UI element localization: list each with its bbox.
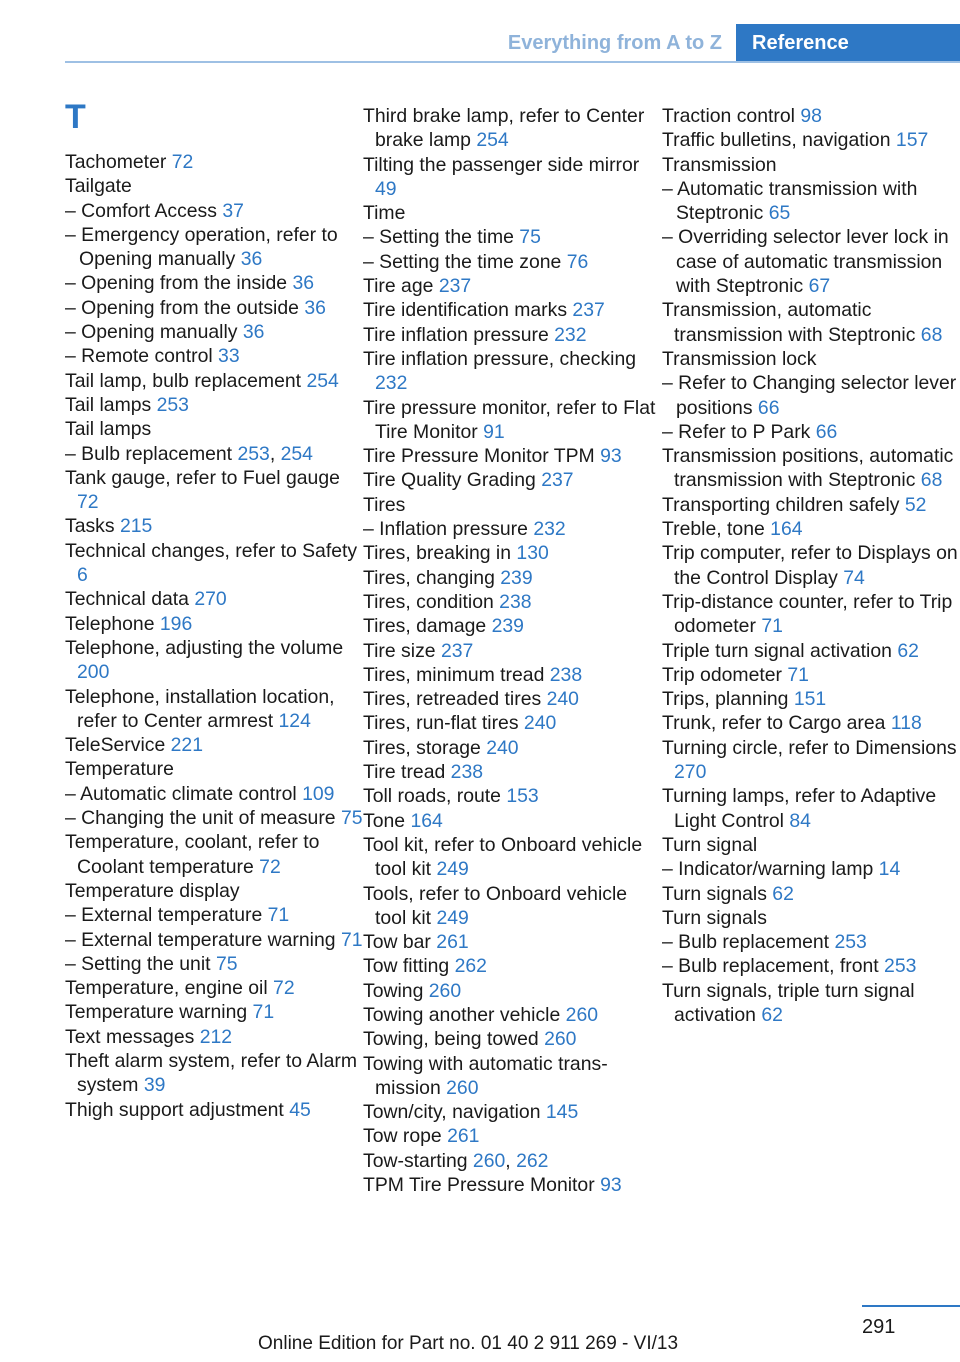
page-link[interactable]: 253 bbox=[156, 393, 189, 416]
entry-label: Tachometer bbox=[65, 151, 167, 173]
page-link[interactable]: 14 bbox=[878, 858, 901, 881]
page-link[interactable]: 75 bbox=[519, 226, 541, 249]
entry-label: Tail lamps bbox=[65, 418, 152, 441]
page-link[interactable]: 62 bbox=[772, 882, 794, 905]
entry-label: Trip odometer bbox=[662, 663, 782, 686]
index-entry bbox=[363, 687, 663, 711]
entry-label: Tires, changing bbox=[363, 566, 495, 589]
index-entry bbox=[363, 784, 663, 808]
index-entry bbox=[65, 636, 365, 685]
index-subentry bbox=[65, 903, 365, 927]
entry-label: Telephone bbox=[65, 612, 155, 635]
index-subentry bbox=[662, 225, 960, 298]
index-entry bbox=[65, 1098, 365, 1122]
page-link[interactable]: 52 bbox=[904, 493, 927, 516]
page-link[interactable]: 260 bbox=[565, 1003, 599, 1026]
index-entry bbox=[363, 541, 663, 565]
index-entry bbox=[65, 466, 365, 515]
page-link[interactable]: 49 bbox=[375, 177, 397, 200]
page-link[interactable]: 261 bbox=[436, 931, 469, 954]
page-link[interactable]: 66 bbox=[815, 420, 838, 443]
index-subentry bbox=[363, 225, 663, 249]
page-link[interactable]: 270 bbox=[194, 588, 227, 611]
page-link[interactable]: 62 bbox=[897, 639, 919, 662]
page-link[interactable]: 71 bbox=[787, 663, 809, 686]
page-link[interactable]: 72 bbox=[77, 491, 99, 514]
entry-label: – Setting the time zone bbox=[363, 250, 562, 273]
entry-label: Telephone, adjusting the volume bbox=[65, 636, 344, 659]
entry-label: – Bulb replacement bbox=[65, 442, 233, 465]
footer-divider bbox=[862, 1305, 960, 1307]
page-link[interactable]: 153 bbox=[506, 785, 539, 808]
entry-label: Tilting the passenger side mirror bbox=[363, 153, 640, 176]
page-link[interactable]: 72 bbox=[171, 151, 194, 173]
page-link[interactable]: 72 bbox=[273, 977, 295, 1000]
index-entry bbox=[662, 153, 960, 177]
index-entry bbox=[662, 444, 960, 493]
page-number: 291 bbox=[862, 1316, 896, 1338]
entry-label: Traction control bbox=[662, 105, 795, 127]
page-link[interactable]: 237 bbox=[541, 469, 574, 492]
index-subentry bbox=[363, 250, 663, 274]
entry-label: Toll roads, route bbox=[363, 785, 501, 808]
index-entry bbox=[65, 539, 365, 588]
entry-label: Transmission bbox=[662, 153, 777, 176]
index-entry bbox=[65, 514, 365, 538]
entry-label: Turning lamps, refer to Adaptive Light Control bbox=[662, 785, 937, 832]
entry-label: Tire tread bbox=[363, 761, 446, 784]
page-link[interactable]: 261 bbox=[447, 1125, 480, 1148]
page-link[interactable]: 36 bbox=[242, 321, 265, 344]
entry-label: Tire age bbox=[363, 275, 434, 298]
index-subentry bbox=[65, 199, 365, 223]
index-entry bbox=[662, 128, 960, 152]
page-link[interactable]: 164 bbox=[410, 809, 443, 832]
page-link[interactable]: 270 bbox=[674, 761, 707, 784]
entry-label: Trunk, refer to Cargo area bbox=[662, 712, 886, 735]
index-entry bbox=[363, 1003, 663, 1027]
entry-label: – Refer to Changing selector lever positions bbox=[662, 372, 957, 419]
entry-label: – Opening manually bbox=[65, 321, 238, 344]
page-link[interactable]: 260 bbox=[544, 1028, 577, 1051]
entry-label: – Automatic climate control bbox=[65, 782, 297, 805]
index-entry bbox=[363, 833, 663, 882]
page-link[interactable]: 240 bbox=[546, 688, 579, 711]
entry-label: – Indicator/warning lamp bbox=[662, 858, 874, 881]
entry-label: Theft alarm system, refer to Alarm system bbox=[65, 1049, 358, 1097]
index-entry bbox=[662, 736, 960, 785]
index-entry bbox=[65, 1000, 365, 1024]
index-entry bbox=[363, 979, 663, 1003]
page-link[interactable]: 253 bbox=[884, 955, 917, 978]
index-subentry bbox=[65, 782, 365, 806]
index-entry bbox=[363, 444, 663, 468]
entry-label: Telephone, installation location, refer to Center armrest bbox=[65, 685, 335, 732]
entry-label: – Bulb replacement bbox=[662, 931, 830, 954]
entry-label: – Setting the time bbox=[363, 226, 514, 249]
page-link[interactable]: 65 bbox=[768, 202, 791, 225]
page-link[interactable]: 145 bbox=[545, 1101, 579, 1124]
index-entry bbox=[363, 201, 663, 225]
page-link[interactable]: 36 bbox=[240, 248, 263, 271]
index-subentry bbox=[662, 954, 960, 978]
page-link[interactable]: 262 bbox=[454, 955, 487, 978]
entry-label: – Overriding selector lever lock in case of automatic transmission with Steptronic bbox=[662, 226, 949, 298]
entry-label: Tire Quality Grading bbox=[363, 469, 536, 492]
page-link[interactable]: 232 bbox=[533, 518, 566, 541]
entry-label: Thigh support adjustment bbox=[65, 1098, 284, 1121]
index-entry bbox=[363, 104, 663, 153]
entry-label: Third brake lamp, refer to Center brake lamp bbox=[363, 105, 645, 152]
index-entry bbox=[662, 590, 960, 639]
index-entry bbox=[65, 685, 365, 734]
entry-label: Tone bbox=[363, 809, 406, 832]
entry-label: Turn signal bbox=[662, 833, 758, 856]
entry-label: – External temperature bbox=[65, 904, 263, 927]
entry-label: Temperature display bbox=[65, 879, 240, 902]
page-link[interactable]: 253 bbox=[834, 931, 867, 954]
page-link[interactable]: 212 bbox=[199, 1025, 233, 1048]
page-link[interactable]: 72 bbox=[259, 855, 281, 878]
entry-label: Tire inflation pressure bbox=[363, 323, 549, 346]
index-entry bbox=[363, 614, 663, 638]
page-link[interactable]: 45 bbox=[289, 1098, 311, 1121]
page-link[interactable]: 151 bbox=[793, 688, 827, 711]
entry-label: Tires, storage bbox=[363, 736, 481, 759]
index-entry bbox=[65, 879, 365, 903]
index-entry bbox=[662, 711, 960, 735]
index-entry: Tow-starting 260, 262 bbox=[363, 1149, 549, 1172]
page-link[interactable]: 240 bbox=[523, 712, 557, 735]
page-link[interactable]: 157 bbox=[895, 129, 929, 152]
index-entry bbox=[662, 517, 960, 541]
index-entry bbox=[363, 493, 663, 517]
index-letter-heading: T bbox=[65, 98, 86, 136]
index-entry bbox=[363, 930, 663, 954]
entry-label: Tailgate bbox=[65, 175, 132, 198]
page-link[interactable]: 75 bbox=[215, 952, 238, 975]
entry-label: Time bbox=[363, 202, 406, 225]
index-entry bbox=[65, 733, 365, 757]
index-entry bbox=[662, 663, 960, 687]
page-link[interactable]: 238 bbox=[450, 761, 484, 784]
index-subentry bbox=[363, 517, 663, 541]
index-entry bbox=[65, 830, 365, 879]
index-entry bbox=[65, 174, 365, 198]
entry-label: – Inflation pressure bbox=[363, 518, 528, 541]
index-entry bbox=[363, 760, 663, 784]
entry-label: Tires, run-flat tires bbox=[363, 712, 519, 735]
entry-label: Tire identification marks bbox=[363, 299, 568, 322]
entry-label: Triple turn signal activation bbox=[662, 639, 892, 662]
page-link[interactable]: 260 bbox=[428, 979, 462, 1002]
entry-label: Towing with automatic transmission bbox=[363, 1052, 608, 1099]
index-column-2 bbox=[363, 104, 663, 1197]
page-link[interactable]: 68 bbox=[920, 469, 943, 492]
entry-label: Temperature bbox=[65, 758, 174, 781]
page-link[interactable]: 260 bbox=[446, 1076, 479, 1099]
entry-label: Treble, tone bbox=[662, 518, 765, 541]
index-entry bbox=[65, 587, 365, 611]
entry-label: Tires bbox=[363, 493, 406, 516]
page-link[interactable]: 215 bbox=[119, 515, 153, 538]
entry-label: Tire size bbox=[363, 639, 436, 662]
entry-label: Tow fitting bbox=[363, 955, 450, 978]
entry-label: Turning circle, refer to Dimensions bbox=[662, 736, 957, 759]
entry-label: Trips, planning bbox=[662, 688, 789, 711]
page-link[interactable]: 36 bbox=[292, 272, 315, 295]
entry-label: – Opening from the inside bbox=[65, 272, 288, 295]
index-entry bbox=[662, 639, 960, 663]
index-subentry bbox=[662, 177, 960, 226]
page-link[interactable]: 67 bbox=[808, 275, 831, 298]
page-link[interactable]: 253 bbox=[237, 442, 270, 465]
index-entry bbox=[662, 882, 960, 906]
page-link[interactable]: 237 bbox=[438, 275, 472, 298]
page-link[interactable]: 98 bbox=[800, 105, 822, 127]
entry-label: Tasks bbox=[65, 515, 115, 538]
index-entry bbox=[363, 347, 663, 396]
index-subentry bbox=[662, 930, 960, 954]
page-header bbox=[0, 24, 960, 62]
entry-label: TPM Tire Pressure Monitor bbox=[363, 1174, 595, 1197]
index-entry bbox=[363, 882, 663, 931]
page-link[interactable]: 71 bbox=[252, 1001, 275, 1024]
page-link[interactable]: 239 bbox=[491, 615, 524, 638]
index-subentry bbox=[662, 420, 960, 444]
entry-label: Tail lamps bbox=[65, 393, 152, 416]
index-entry bbox=[363, 396, 663, 445]
index-subentry bbox=[65, 952, 365, 976]
entry-label: Tank gauge, refer to Fuel gauge bbox=[65, 466, 340, 489]
page-link[interactable]: 71 bbox=[267, 904, 290, 927]
header-divider bbox=[65, 61, 960, 63]
page-link[interactable]: 260 bbox=[472, 1149, 506, 1172]
index-entry bbox=[65, 417, 365, 441]
index-entry bbox=[662, 104, 960, 128]
index-entry bbox=[363, 1100, 663, 1124]
index-subentry bbox=[65, 806, 365, 830]
entry-label: Tires, condition bbox=[363, 590, 494, 613]
entry-label: Tires, retreaded tires bbox=[363, 688, 542, 711]
index-entry bbox=[363, 663, 663, 687]
entry-label: Tire inflation pressure, checking bbox=[363, 347, 637, 370]
index-entry bbox=[65, 393, 365, 417]
entry-label: – Emergency operation, refer to Opening manually bbox=[65, 223, 338, 271]
entry-label: – Remote control bbox=[65, 345, 213, 368]
entry-label: Tow rope bbox=[363, 1125, 442, 1148]
index-entry bbox=[363, 1052, 663, 1101]
page-link[interactable]: 84 bbox=[789, 809, 811, 832]
entry-label: – Comfort Access bbox=[65, 199, 217, 222]
index-entry bbox=[363, 590, 663, 614]
index-subentry bbox=[65, 344, 365, 368]
index-entry bbox=[65, 612, 365, 636]
page-link[interactable]: 200 bbox=[77, 661, 110, 684]
entry-label: Turn signals bbox=[662, 882, 767, 905]
entry-label: Tires, breaking in bbox=[363, 542, 512, 565]
entry-label: Tire pressure monitor, refer to Flat Tire Monitor bbox=[363, 396, 656, 443]
index-entry bbox=[65, 757, 365, 781]
index-entry bbox=[363, 274, 663, 298]
index-subentry bbox=[662, 857, 960, 881]
index-entry bbox=[363, 954, 663, 978]
index-entry bbox=[662, 906, 960, 930]
index-entry bbox=[662, 298, 960, 347]
index-entry bbox=[662, 833, 960, 857]
entry-label: – Refer to P Park bbox=[662, 420, 811, 443]
entry-label: Transmission lock bbox=[662, 347, 817, 370]
index-subentry bbox=[65, 296, 365, 320]
index-entry bbox=[662, 347, 960, 371]
entry-label: Temperature, engine oil bbox=[65, 977, 268, 1000]
section-tab-reference: Reference bbox=[736, 24, 960, 62]
index-subentry bbox=[662, 371, 960, 420]
index-entry bbox=[363, 736, 663, 760]
page-link[interactable]: 249 bbox=[436, 906, 469, 929]
page-link[interactable]: 237 bbox=[440, 639, 474, 662]
index-entry bbox=[662, 541, 960, 590]
index-subentry: – Bulb replacement 253, 254 bbox=[65, 442, 313, 465]
entry-label: Tires, damage bbox=[363, 615, 487, 638]
entry-label: – Setting the unit bbox=[65, 952, 211, 975]
page-link[interactable]: 66 bbox=[757, 396, 780, 419]
page-link[interactable]: 74 bbox=[843, 566, 865, 589]
index-subentry bbox=[65, 320, 365, 344]
index-entry bbox=[363, 1027, 663, 1051]
index-column-1 bbox=[65, 98, 365, 1122]
index-entry bbox=[363, 153, 663, 202]
entry-label: Towing another vehicle bbox=[363, 1003, 561, 1026]
entry-label: – Opening from the outside bbox=[65, 296, 299, 319]
page-link[interactable]: 232 bbox=[375, 372, 408, 395]
page-link[interactable]: 239 bbox=[500, 566, 533, 589]
index-entry bbox=[65, 1025, 365, 1049]
page-link[interactable]: 39 bbox=[143, 1074, 166, 1097]
index-entry bbox=[65, 1049, 365, 1098]
index-entry bbox=[363, 711, 663, 735]
page-link[interactable]: 33 bbox=[218, 345, 240, 368]
page-link[interactable]: 68 bbox=[920, 323, 943, 346]
entry-label: Transmission, automatic transmission with Steptronic bbox=[662, 299, 916, 346]
page-link[interactable]: 237 bbox=[572, 299, 605, 322]
page-link[interactable]: 232 bbox=[554, 323, 587, 346]
page-link[interactable]: 130 bbox=[516, 542, 549, 565]
page-link[interactable]: 62 bbox=[761, 1003, 783, 1026]
page-link[interactable]: 93 bbox=[600, 1174, 622, 1197]
entry-label: Traffic bulletins, navigation bbox=[662, 129, 891, 152]
page-link[interactable]: 164 bbox=[770, 518, 803, 541]
entry-label: Technical data bbox=[65, 588, 189, 611]
entry-label: Tools, refer to Onboard vehicle tool kit bbox=[363, 882, 628, 929]
entry-label: Tow bar bbox=[363, 931, 431, 954]
entry-label: – Changing the unit of measure bbox=[65, 807, 336, 830]
index-subentry bbox=[65, 928, 365, 952]
page-link[interactable]: 240 bbox=[486, 736, 519, 759]
index-column-3 bbox=[662, 104, 960, 1027]
page-link[interactable]: 75 bbox=[340, 807, 363, 830]
page-link[interactable]: 37 bbox=[222, 199, 244, 222]
entry-label: Town/city, navigation bbox=[363, 1101, 541, 1124]
index-entry bbox=[662, 493, 960, 517]
entry-label: Tool kit, refer to Onboard vehicle tool kit bbox=[363, 833, 643, 881]
index-entry bbox=[363, 1173, 663, 1197]
page-link[interactable]: 196 bbox=[159, 612, 193, 635]
entry-label: – External temperature warning bbox=[65, 928, 336, 951]
page-link[interactable]: 71 bbox=[340, 928, 363, 951]
entry-label: Technical changes, refer to Safety bbox=[65, 539, 358, 562]
entry-label: Tow-starting bbox=[363, 1149, 468, 1172]
page-link[interactable]: 71 bbox=[761, 615, 783, 638]
index-entry bbox=[363, 809, 663, 833]
index-entry bbox=[363, 298, 663, 322]
page-link[interactable]: 254 bbox=[476, 129, 509, 152]
index-subentry bbox=[65, 223, 365, 272]
entry-label: Towing bbox=[363, 979, 424, 1002]
entry-label: – Automatic transmission with Steptronic bbox=[662, 177, 918, 225]
entry-label: – Bulb replacement, front bbox=[662, 955, 879, 978]
page-link[interactable]: 238 bbox=[549, 663, 583, 686]
page-link[interactable]: 6 bbox=[77, 564, 88, 587]
page-link[interactable]: 76 bbox=[566, 250, 589, 273]
entry-label: Transmission positions, automatic transmission with Steptronic bbox=[662, 445, 954, 492]
page-link[interactable]: 221 bbox=[170, 734, 203, 757]
entry-label: Trip computer, refer to Displays on the Control Display bbox=[662, 542, 958, 589]
page-link[interactable]: 118 bbox=[890, 712, 922, 735]
entry-label: Temperature warning bbox=[65, 1001, 248, 1024]
page-link[interactable]: 36 bbox=[304, 296, 326, 319]
index-entry bbox=[363, 639, 663, 663]
entry-label: Transporting children safely bbox=[662, 493, 900, 516]
index-entry bbox=[363, 323, 663, 347]
entry-label: Text messages bbox=[65, 1025, 195, 1048]
index-entry bbox=[662, 784, 960, 833]
page-link[interactable]: 124 bbox=[278, 709, 311, 732]
page-link[interactable]: 254 bbox=[280, 442, 313, 465]
index-entry bbox=[65, 976, 365, 1000]
entry-label: Temperature, coolant, refer to Coolant temperature bbox=[65, 831, 320, 878]
page-link[interactable]: 238 bbox=[499, 590, 532, 613]
entry-label: TeleService bbox=[65, 734, 166, 757]
index-entry bbox=[363, 1124, 663, 1148]
index-entry bbox=[363, 566, 663, 590]
index-entry bbox=[662, 687, 960, 711]
page-link[interactable]: 109 bbox=[302, 782, 335, 805]
entry-label: Trip-distance counter, refer to Trip odometer bbox=[662, 590, 953, 638]
edition-note: Online Edition for Part no. 01 40 2 911 269 - VI/13 bbox=[258, 1333, 679, 1354]
page-link[interactable]: 254 bbox=[306, 369, 339, 392]
entry-label: Tire Pressure Monitor TPM bbox=[363, 445, 595, 468]
entry-label: Turn signals, triple turn signal activation bbox=[662, 979, 915, 1026]
index-entry bbox=[662, 979, 960, 1028]
index-entry bbox=[363, 468, 663, 492]
page-link[interactable]: 93 bbox=[600, 445, 622, 468]
entry-label: Tires, minimum tread bbox=[363, 663, 545, 686]
entry-label: Turn signals bbox=[662, 906, 767, 929]
section-title: Everything from A to Z bbox=[507, 32, 722, 54]
entry-label: Tail lamp, bulb replacement bbox=[65, 369, 302, 392]
entry-label: Towing, being towed bbox=[363, 1028, 539, 1051]
index-subentry bbox=[65, 271, 365, 295]
index-entry bbox=[65, 369, 365, 393]
index-entry bbox=[65, 150, 365, 174]
page-link[interactable]: 249 bbox=[436, 858, 469, 881]
page-link[interactable]: 262 bbox=[516, 1149, 549, 1172]
page-link[interactable]: 91 bbox=[483, 420, 505, 443]
